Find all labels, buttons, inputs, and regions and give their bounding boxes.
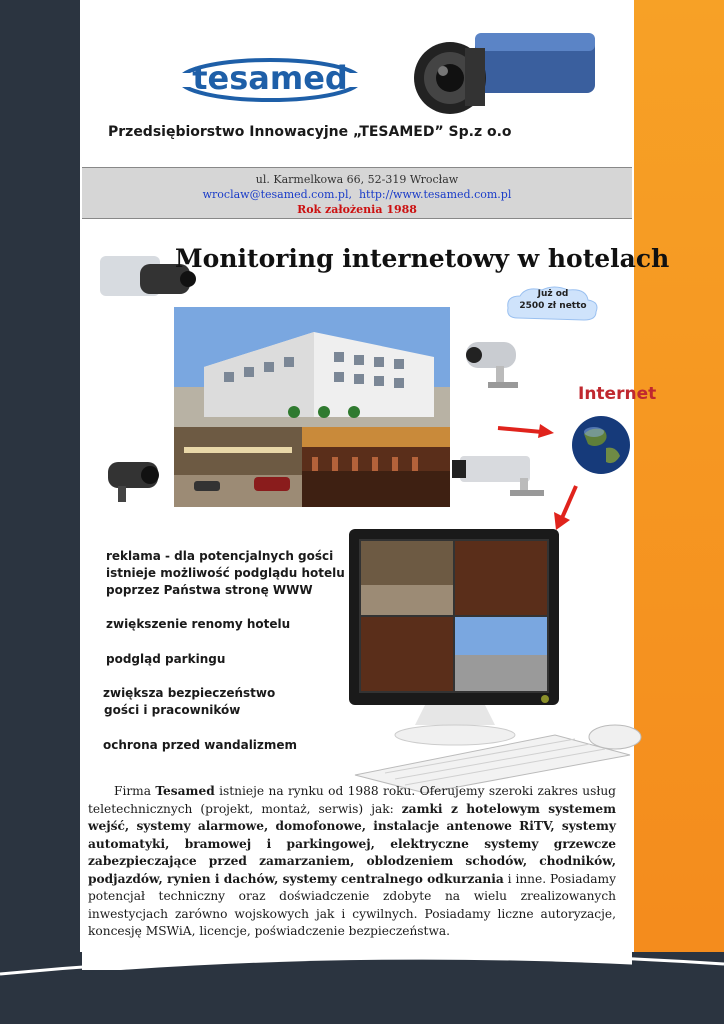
price-line-1: Już od: [537, 289, 569, 299]
hotel-building-photo: [174, 307, 450, 427]
bar-photo: [302, 427, 450, 507]
founded-year: Rok założenia 1988: [297, 203, 417, 216]
benefit-item: poprzez Państwa stronę WWW: [106, 583, 313, 597]
headline: Monitoring internetowy w hotelach: [175, 244, 670, 273]
company-name: Przedsiębiorstwo Innowacyjne „TESAMED” Sp.z o.o: [108, 124, 512, 140]
tesamed-logo: [178, 55, 363, 105]
right-orange-band: [634, 0, 724, 1024]
desc-text-1: Firma: [114, 784, 156, 798]
internet-label: Internet: [578, 384, 657, 404]
company-description: [88, 783, 616, 941]
benefit-item: istnieje możliwość podglądu hotelu: [106, 566, 345, 580]
left-dark-band: [0, 0, 80, 1024]
benefit-item: gości i pracowników: [104, 703, 241, 717]
arrow-right-icon: [496, 420, 554, 440]
dome-camera-icon: [102, 458, 166, 506]
street-address: ul. Karmelkowa 66, 52-319 Wrocław: [255, 173, 459, 186]
globe-icon: [570, 414, 632, 476]
camera-right-1-icon: [462, 336, 532, 392]
benefit-item: ochrona przed wandalizmem: [103, 738, 298, 752]
desc-bold-1: Tesamed: [155, 784, 215, 798]
computer-monitor-icon: [345, 525, 645, 795]
camera-right-2-icon: [450, 448, 550, 498]
parking-photo: [174, 427, 302, 507]
arrow-down-icon: [550, 484, 580, 530]
bottom-swoosh: [0, 940, 724, 1024]
benefit-item: podgląd parkingu: [106, 652, 226, 666]
desc-text-2: istnieje na rynku od 1988 roku. Oferujemy szeroki zakres usług teletechnicznych (projekt, montaż, serwis) jak:: [88, 784, 616, 816]
website-link[interactable]: http://www.tesamed.com.pl: [358, 188, 512, 201]
desc-bold-2: zamki z hotelowym systemem wejść, systemy alarmowe, domofonowe, instalacje antenowe RiTV, systemy automatyki, bramowej i parkingowej, elektryczne systemy grzewcze zabezpieczające przed zamarzaniem, oblodzeniem schodów, chodników, podjazdów, rynien i dachów, systemy centralnego odkurzania: [88, 801, 616, 886]
email-link[interactable]: wroclaw@tesamed.com.pl,: [202, 188, 352, 201]
price-label: [504, 288, 602, 312]
address-box: [82, 167, 632, 219]
benefit-item: zwiększenie renomy hotelu: [106, 617, 291, 631]
benefit-item: zwiększa bezpieczeństwo: [103, 686, 276, 700]
camera-top-icon: [405, 18, 605, 118]
desc-text-3: i inne. Posiadamy potencjał techniczny oraz doświadczenie zdobyte na wielu zrealizowanych inwestycjach zarówno wojskowych jak i cywilnych. Posiadamy liczne autoryzacje, koncesję MSWiA, licencje, poświadczenie bezpieczeństwa.: [88, 871, 616, 938]
benefit-item: reklama - dla potencjalnych gości: [106, 549, 334, 563]
logo-text: tesamed: [192, 59, 348, 97]
price-line-2: 2500 zł netto: [519, 301, 587, 311]
